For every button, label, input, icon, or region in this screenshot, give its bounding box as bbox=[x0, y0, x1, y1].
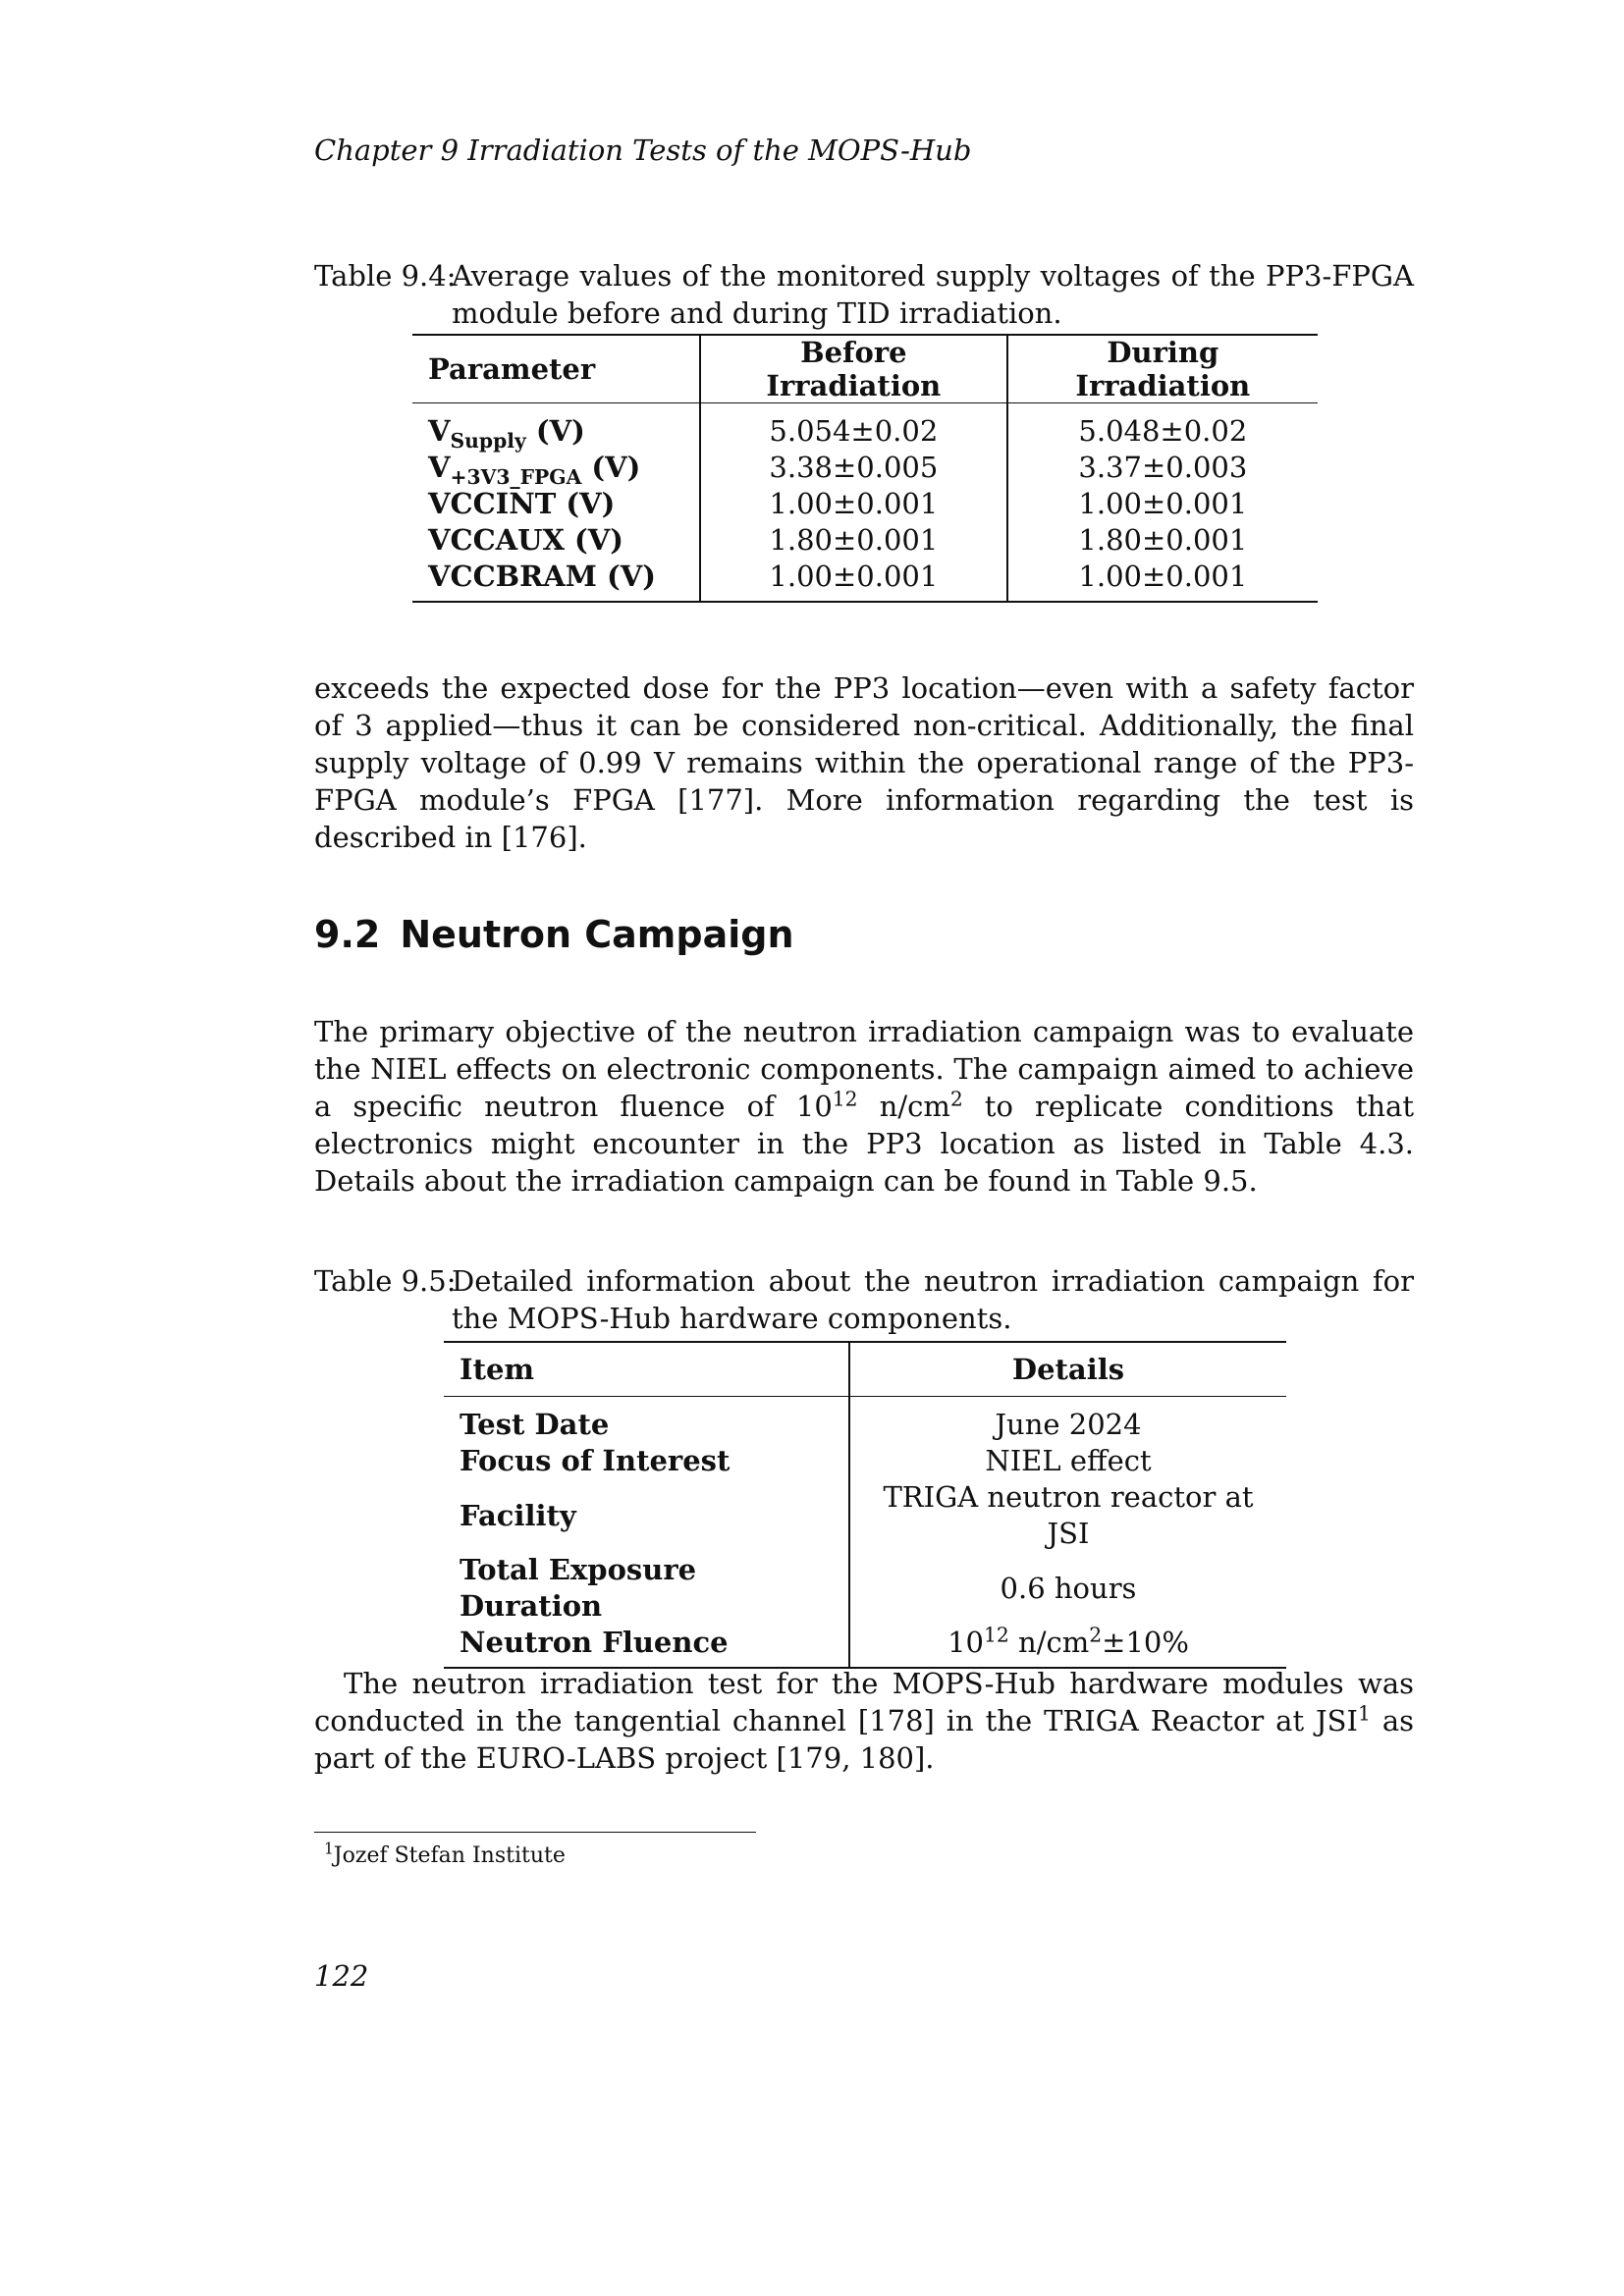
footnote bbox=[324, 1840, 566, 1868]
during-value: 1.80±0.001 bbox=[1007, 522, 1318, 559]
body-paragraph: The primary objective of the neutron irradiation campaign was to evaluate the NIEL effects on electronic components. The campaign aimed to achieve a specific neutron fluence of $10^{12}$ $n/cm^2$ to replicate conditions that electronics might encounter in the PP3 location as listed in Table 4.3. Details about the irradiation campaign can be found in Table 9.5. bbox=[314, 1015, 1414, 1198]
section-heading bbox=[314, 913, 794, 956]
section-title: Neutron Campaign bbox=[400, 913, 794, 956]
before-value: 5.054±0.02 bbox=[700, 403, 1007, 451]
detail-cell: June 2024 bbox=[849, 1397, 1286, 1444]
column-header: Parameter bbox=[428, 352, 596, 386]
parameter-cell: $V_{Supply}$ (V) bbox=[428, 414, 585, 453]
page-number: 122 bbox=[314, 1959, 369, 1993]
table-row bbox=[444, 1552, 1286, 1625]
caption-text: Average values of the monitored supply voltages of the PP3-FPGA module before and during TID irradiation. bbox=[452, 259, 1414, 330]
footnote-rule bbox=[314, 1832, 756, 1833]
table-row bbox=[412, 450, 1318, 486]
running-header: Chapter 9 Irradiation Tests of the MOPS-Hub bbox=[314, 133, 972, 167]
item-cell: Focus of Interest bbox=[460, 1444, 731, 1477]
before-value: 1.80±0.001 bbox=[700, 522, 1007, 559]
section-number: 9.2 bbox=[314, 913, 381, 956]
during-value: 3.37±0.003 bbox=[1007, 450, 1318, 486]
footnote-mark: 1 bbox=[324, 1840, 334, 1858]
item-cell: Facility bbox=[460, 1498, 576, 1532]
column-header: During Irradiation bbox=[1007, 335, 1318, 403]
parameter-cell: $V_{+3V3\_FPGA}$ (V) bbox=[428, 451, 641, 489]
caption-label: Table 9.4: bbox=[314, 259, 457, 293]
table-row bbox=[412, 403, 1318, 451]
column-header: Details bbox=[849, 1342, 1286, 1397]
table-row bbox=[412, 559, 1318, 602]
parameter-cell: VCCAUX (V) bbox=[428, 523, 623, 557]
body-paragraph: The neutron irradiation test for the MOPS-Hub hardware modules was conducted in the tangential channel [178] in the TRIGA Reactor at JSI$^1$ as part of the EURO-LABS project [179, 180]. bbox=[314, 1667, 1415, 1775]
parameter-cell: VCCBRAM (V) bbox=[428, 560, 656, 593]
column-header: Item bbox=[460, 1353, 535, 1386]
detail-cell: $10^{12}$ $n/cm^2\pm 10\%$ bbox=[849, 1625, 1286, 1668]
caption-text: Detailed information about the neutron irradiation campaign for the MOPS-Hub hardware components. bbox=[452, 1264, 1414, 1335]
detail-cell: TRIGA neutron reactor at JSI bbox=[849, 1479, 1286, 1552]
table-9-4-caption bbox=[314, 257, 1414, 332]
before-value: 1.00±0.001 bbox=[700, 559, 1007, 602]
item-cell: Total Exposure Duration bbox=[460, 1553, 697, 1623]
table-9-5 bbox=[444, 1341, 1286, 1669]
during-value: 1.00±0.001 bbox=[1007, 486, 1318, 522]
during-value: 5.048±0.02 bbox=[1007, 403, 1318, 451]
column-header: Before Irradiation bbox=[700, 335, 1007, 403]
footnote-text: Jozef Stefan Institute bbox=[333, 1843, 566, 1868]
table-row bbox=[444, 1479, 1286, 1552]
item-cell: Test Date bbox=[460, 1408, 610, 1441]
table-row bbox=[444, 1443, 1286, 1479]
body-paragraph: exceeds the expected dose for the PP3 location—even with a safety factor of 3 applied—thus it can be considered non-critical. Additionally, the final supply voltage of 0.99 V remains within the operational range of the PP3-FPGA module’s FPGA [177]. More information regarding the test is described in [176]. bbox=[314, 671, 1414, 854]
table-row bbox=[444, 1625, 1286, 1668]
detail-cell: NIEL effect bbox=[849, 1443, 1286, 1479]
table-row bbox=[412, 522, 1318, 559]
table-9-5-caption bbox=[314, 1262, 1414, 1337]
during-value: 1.00±0.001 bbox=[1007, 559, 1318, 602]
detail-cell: 0.6 hours bbox=[849, 1552, 1286, 1625]
table-9-4 bbox=[412, 334, 1318, 603]
before-value: 1.00±0.001 bbox=[700, 486, 1007, 522]
parameter-cell: VCCINT (V) bbox=[428, 487, 616, 520]
table-row bbox=[412, 486, 1318, 522]
before-value: 3.38±0.005 bbox=[700, 450, 1007, 486]
caption-label: Table 9.5: bbox=[314, 1264, 457, 1298]
item-cell: Neutron Fluence bbox=[460, 1626, 729, 1659]
table-row bbox=[444, 1397, 1286, 1444]
